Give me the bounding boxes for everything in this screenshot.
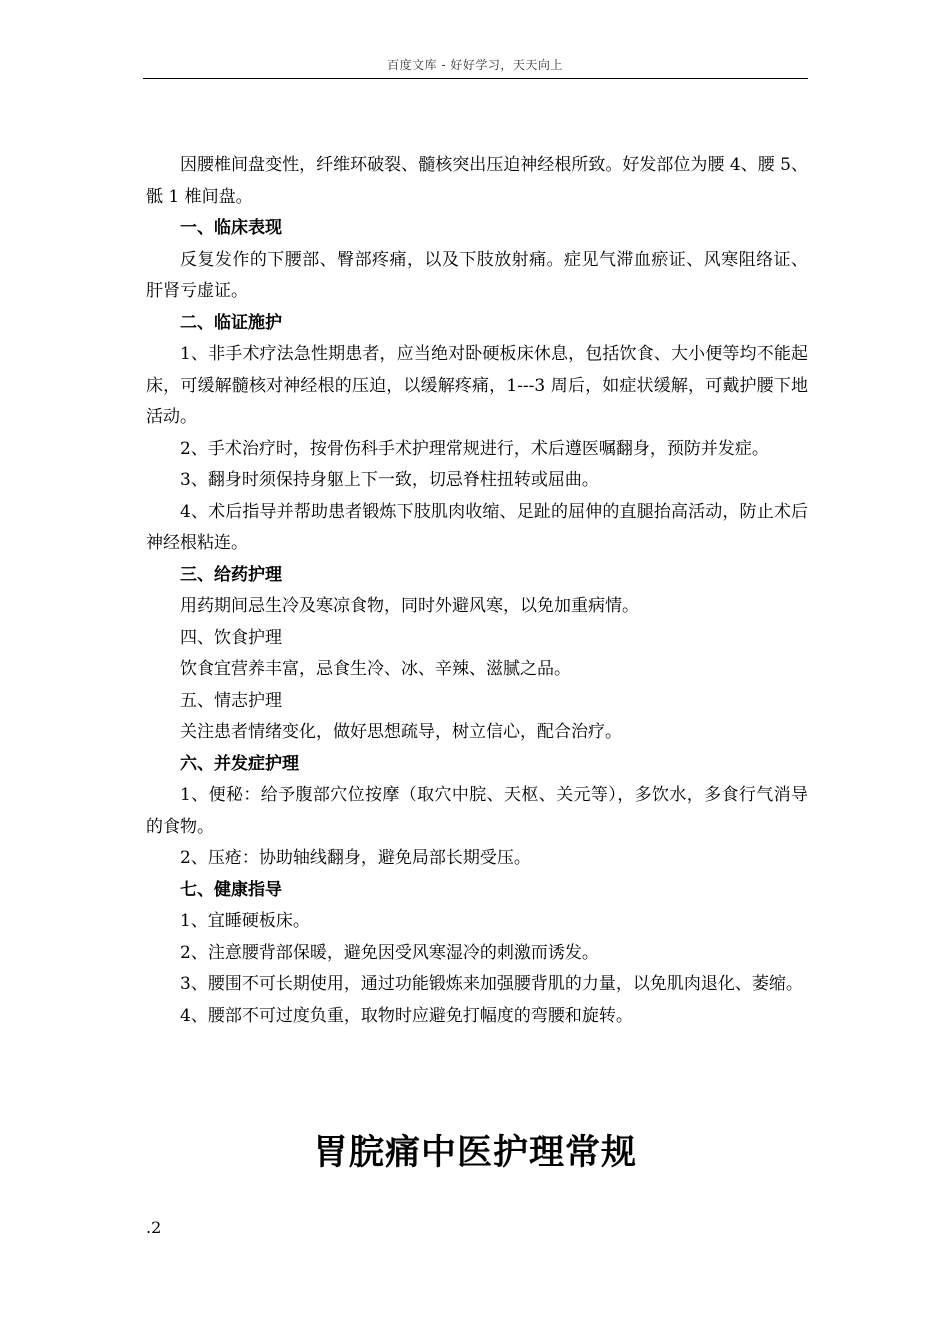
paragraph: 2、注意腰背部保暖，避免因受风寒湿冷的刺激而诱发。: [180, 942, 599, 963]
paragraph: 饮食宜营养丰富，忌食生冷、冰、辛辣、滋腻之品。: [180, 659, 571, 679]
paragraph: 3、腰围不可长期使用，通过功能锻炼来加强腰背肌的力量，以免肌肉退化、萎缩。: [180, 974, 803, 994]
section-heading: 五、情志护理: [180, 690, 282, 711]
paragraph: 用药期间忌生冷及寒凉食物，同时外避风寒，以免加重病情。: [180, 596, 639, 616]
section-heading: 四、饮食护理: [180, 627, 282, 648]
section-title: 胃脘痛中医护理常规: [312, 1133, 637, 1173]
paragraph: 2、手术治疗时，按骨伤科手术护理常规进行，术后遵医嘱翻身，预防并发症。: [180, 438, 769, 459]
page-number: .2: [146, 1218, 162, 1237]
section-heading: 二、临证施护: [180, 312, 282, 333]
paragraph: 1、宜睡硬板床。: [180, 911, 310, 931]
paragraph: 1、便秘：给予腹部穴位按摩（取穴中脘、天枢、关元等），多饮水，多食行气消导的食物。: [146, 785, 808, 837]
paragraph: 因腰椎间盘变性，纤维环破裂、髓核突出压迫神经根所致。好发部位为腰 4、腰 5、骶 1 椎间盘。: [146, 155, 808, 207]
paragraph: 4、术后指导并帮助患者锻炼下肢肌肉收缩、足趾的屈伸的直腿抬高活动，防止术后神经根粘连。: [146, 501, 808, 553]
paragraph: 1、非手术疗法急性期患者，应当绝对卧硬板床休息，包括饮食、大小便等均不能起床，可缓解髓核对神经根的压迫，以缓解疼痛，1---3 周后，如症状缓解，可戴护腰下地活动。: [146, 344, 808, 427]
paragraph: 反复发作的下腰部、臀部疼痛，以及下肢放射痛。症见气滞血瘀证、风寒阻络证、肝肾亏虚证。: [146, 249, 808, 301]
document-body: [146, 150, 808, 1032]
header-divider: [143, 78, 808, 79]
paragraph: 4、腰部不可过度负重，取物时应避免打幅度的弯腰和旋转。: [180, 1005, 633, 1026]
section-heading: 七、健康指导: [180, 879, 282, 900]
section-heading: 一、临床表现: [180, 218, 282, 238]
section-heading: 三、给药护理: [180, 564, 282, 585]
section-heading: 六、并发症护理: [180, 753, 299, 774]
paragraph: 3、翻身时须保持身躯上下一致，切忌脊柱扭转或屈曲。: [180, 470, 599, 490]
paragraph: 2、压疮：协助轴线翻身，避免局部长期受压。: [180, 848, 531, 868]
paragraph: 关注患者情绪变化，做好思想疏导，树立信心，配合治疗。: [180, 722, 622, 742]
page-header: 百度文库 - 好好学习，天天向上: [387, 58, 563, 72]
